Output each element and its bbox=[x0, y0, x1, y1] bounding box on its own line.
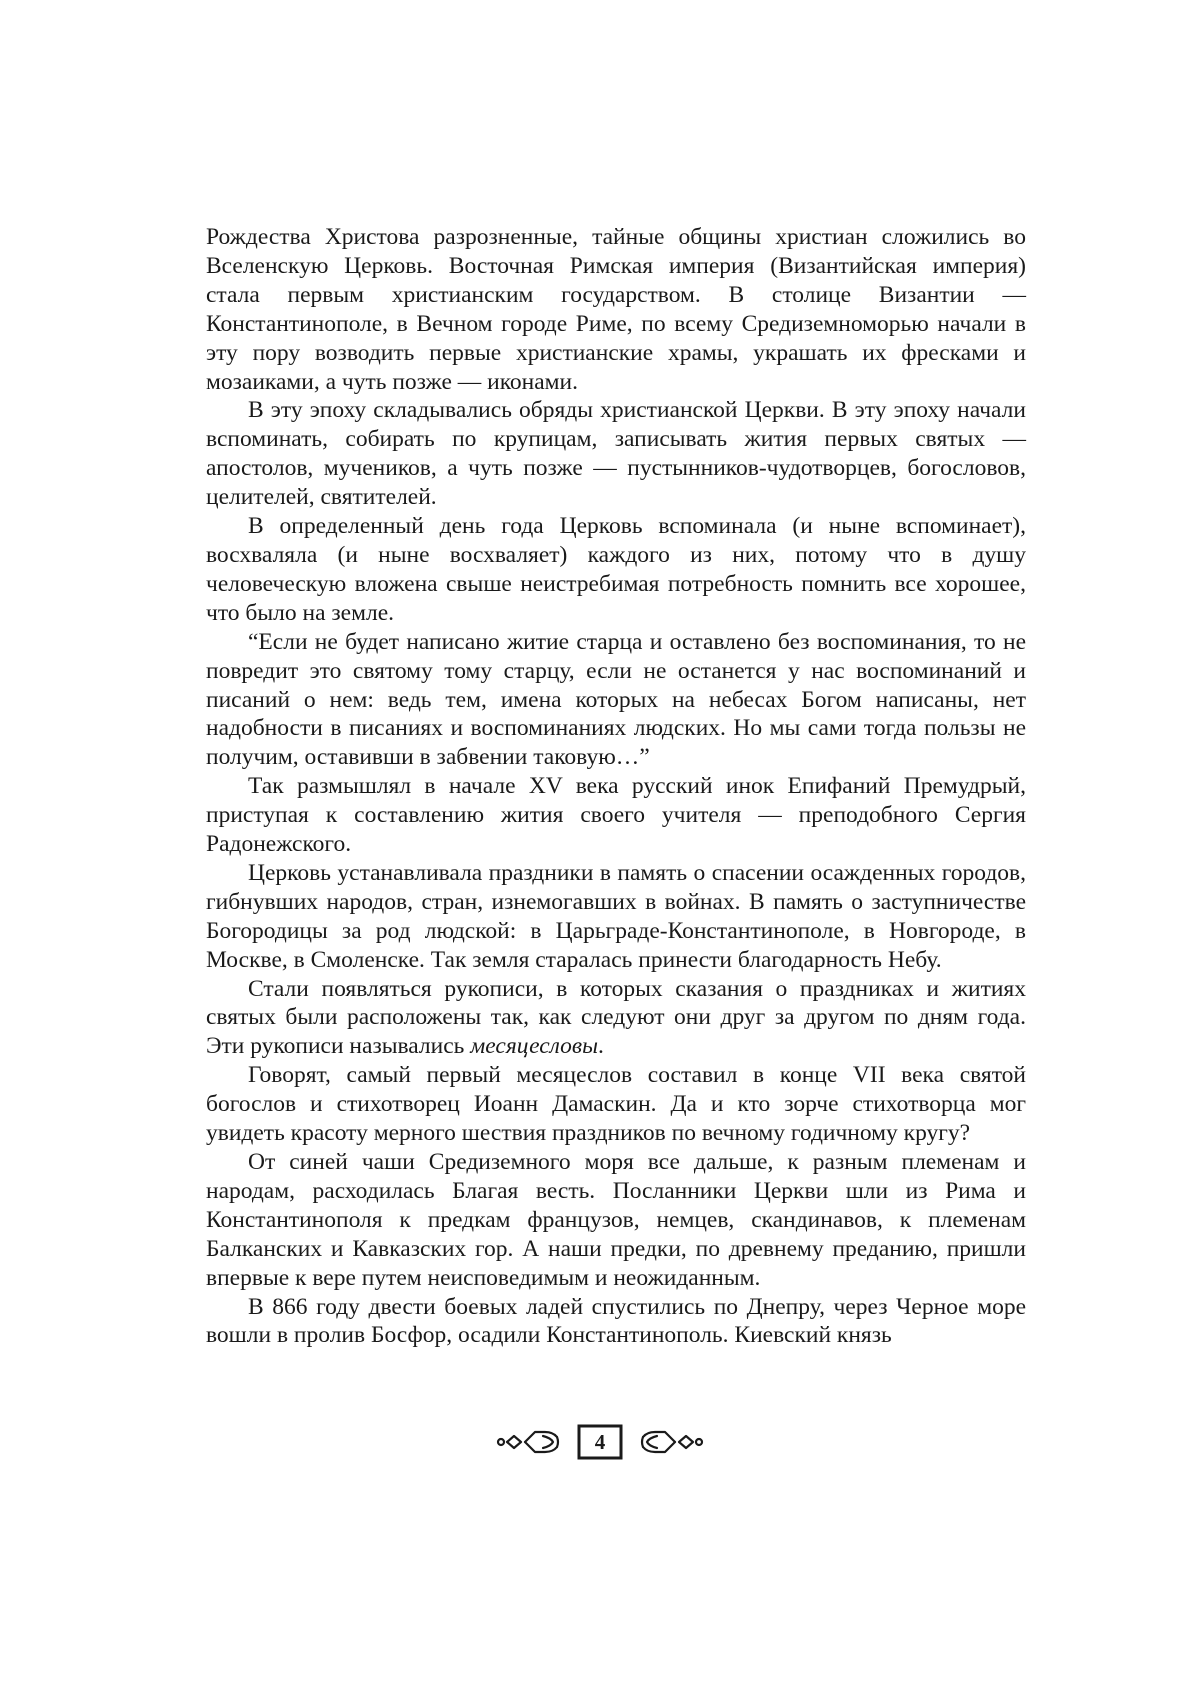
paragraph-7 bbox=[206, 975, 1026, 1062]
paragraph-4-quote: “Если не будет написано житие старца и оставлено без воспоминания, то не повредит это святому тому старцу, если не останется у нас воспоминаний и писаний о нем: ведь тем, имена которых на небесах Богом написаны, нет надобности в писаниях и воспоминаниях людских. Но мы сами тогда пользы не получим, оставивши в забвении таковую…” bbox=[206, 628, 1026, 773]
paragraph-9: От синей чаши Средиземного моря все дальше, к разным племенам и народам, расходилась Благая весть. Посланники Церкви шли из Рима и Константинополя к предкам французов, немцев, скандинавов, к племенам Балканских и Кавказских гор. А наши предки, по древнему преданию, пришли впервые к вере путем неисповедимым и неожиданным. bbox=[206, 1148, 1026, 1293]
page-footer-ornament bbox=[0, 1424, 1200, 1460]
page-body bbox=[206, 223, 1026, 1350]
paragraph-1: Рождества Христова разрозненные, тайные общины христиан сложились во Вселенскую Церковь. Восточная Римская империя (Византийская империя) стала первым христианским государством. В столице Византии — Константинополе, в Вечном городе Риме, по всему Средиземноморью начали в эту пору возводить первые христианские храмы, украшать их фресками и мозаиками, а чуть позже — иконами. bbox=[206, 223, 1026, 396]
paragraph-7-tail: . bbox=[598, 1033, 604, 1059]
page-number: 4 bbox=[595, 1430, 606, 1454]
paragraph-10: В 866 году двести боевых ладей спустились по Днепру, через Черное море вошли в пролив Босфор, осадили Константинополь. Киевский князь bbox=[206, 1293, 1026, 1351]
folio-ornament-icon bbox=[495, 1424, 705, 1460]
paragraph-8: Говорят, самый первый месяцеслов составил в конце VII века святой богослов и стихотворец Иоанн Дамаскин. Да и кто зорче стихотворца мог увидеть красоту мерного шествия праздников по вечному годичному кругу? bbox=[206, 1061, 1026, 1148]
paragraph-3: В определенный день года Церковь вспоминала (и ныне вспоминает), восхваляла (и ныне восхваляет) каждого из них, потому что в душу человеческую вложена свыше неистребимая потребность помнить все хорошее, что было на земле. bbox=[206, 512, 1026, 628]
paragraph-7-term: месяцесловы bbox=[470, 1033, 598, 1059]
paragraph-2: В эту эпоху складывались обряды христианской Церкви. В эту эпоху начали вспоминать, собирать по крупицам, записывать жития первых святых — апостолов, мучеников, а чуть позже — пустынников-чудотворцев, богословов, целителей, святителей. bbox=[206, 396, 1026, 512]
paragraph-6: Церковь устанавливала праздники в память о спасении осажденных городов, гибнувших народов, стран, изнемогавших в войнах. В память о заступничестве Богородицы за род людской: в Царьграде-Константинополе, в Новгороде, в Москве, в Смоленске. Так земля старалась принести благодарность Небу. bbox=[206, 859, 1026, 975]
paragraph-5: Так размышлял в начале XV века русский инок Епифаний Премудрый, приступая к составлению жития своего учителя — преподобного Сергия Радонежского. bbox=[206, 772, 1026, 859]
paragraph-7-lead: Стали появляться рукописи, в которых сказания о праздниках и житиях святых были расположены так, как следуют они друг за другом по дням года. Эти рукописи назывались bbox=[206, 976, 1026, 1060]
